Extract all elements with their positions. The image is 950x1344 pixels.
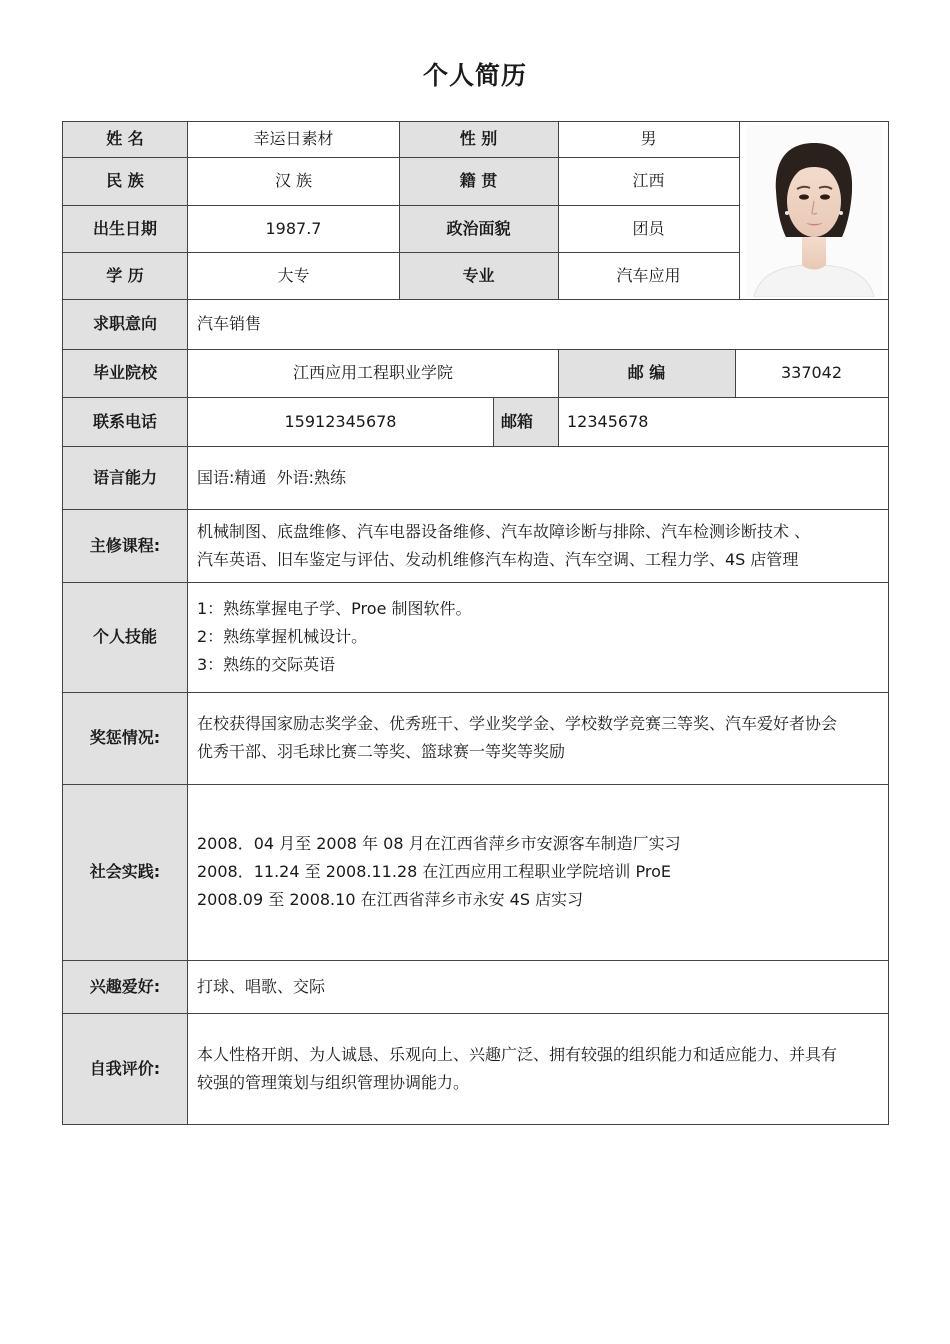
grid-line	[739, 121, 740, 299]
label-gender: 性 别	[399, 121, 558, 157]
label-political: 政治面貌	[399, 205, 558, 252]
value-phone: 15912345678	[188, 397, 493, 446]
value-email: 12345678	[558, 397, 888, 446]
grid-line	[493, 397, 494, 446]
grid-line	[558, 349, 559, 397]
self-eval-line: 较强的管理策划与组织管理协调能力。	[197, 1072, 470, 1092]
grid-line	[399, 121, 400, 299]
label-awards: 奖惩情况:	[62, 692, 188, 784]
value-awards	[188, 692, 888, 784]
profile-photo	[746, 125, 882, 297]
label-skills: 个人技能	[62, 582, 188, 692]
value-major: 汽车应用	[558, 252, 739, 299]
label-school: 毕业院校	[62, 349, 188, 397]
grid-line	[888, 121, 889, 1125]
value-hobbies: 打球、唱歌、交际	[188, 960, 888, 1013]
value-gender: 男	[558, 121, 739, 157]
courses-line: 机械制图、底盘维修、汽车电器设备维修、汽车故障诊断与排除、汽车检测诊断技术 、	[197, 521, 811, 541]
value-language: 国语:精通 外语:熟练	[188, 446, 888, 509]
practice-line: 2008．11.24 至 2008.11.28 在江西应用工程职业学院培训 ProE	[197, 862, 671, 881]
value-political: 团员	[558, 205, 739, 252]
value-education: 大专	[188, 252, 399, 299]
courses-line: 汽车英语、旧车鉴定与评估、发动机维修汽车构造、汽车空调、工程力学、4S 店管理	[197, 549, 799, 569]
skills-line: 3：熟练的交际英语	[197, 655, 336, 674]
label-education: 学 历	[62, 252, 188, 299]
grid-line	[558, 121, 559, 299]
value-native-place: 江西	[558, 157, 739, 205]
grid-line	[187, 121, 188, 1125]
label-phone: 联系电话	[62, 397, 188, 446]
label-postcode: 邮 编	[558, 349, 735, 397]
grid-line	[62, 252, 739, 253]
awards-line: 优秀干部、羽毛球比赛二等奖、篮球赛一等奖等奖励	[197, 742, 566, 761]
skills-line: 1：熟练掌握电子学、Proe 制图软件。	[197, 599, 472, 618]
grid-line	[62, 121, 63, 1125]
grid-line	[735, 349, 736, 397]
value-courses	[188, 509, 888, 582]
label-courses: 主修课程:	[62, 509, 188, 582]
label-native-place: 籍 贯	[399, 157, 558, 205]
label-name: 姓 名	[62, 121, 188, 157]
label-ethnicity: 民 族	[62, 157, 188, 205]
label-email: 邮箱	[493, 397, 558, 446]
portrait-icon	[746, 125, 882, 297]
label-self-eval: 自我评价:	[62, 1013, 188, 1124]
awards-line: 在校获得国家励志奖学金、优秀班干、学业奖学金、学校数学竞赛三等奖、汽车爱好者协会	[197, 714, 838, 733]
value-name: 幸运日素材	[188, 121, 399, 157]
label-major: 专业	[399, 252, 558, 299]
label-hobbies: 兴趣爱好:	[62, 960, 188, 1013]
value-practice	[188, 784, 888, 960]
skills-line: 2：熟练掌握机械设计。	[197, 627, 368, 646]
value-skills	[188, 582, 888, 692]
label-birth: 出生日期	[62, 205, 188, 252]
value-school: 江西应用工程职业学院	[188, 349, 558, 397]
page-title: 个人简历	[422, 61, 527, 90]
value-postcode: 337042	[735, 349, 888, 397]
practice-line: 2008.09 至 2008.10 在江西省萍乡市永安 4S 店实习	[197, 890, 584, 909]
self-eval-line: 本人性格开朗、为人诚恳、乐观向上、兴趣广泛、拥有较强的组织能力和适应能力、并具有	[197, 1044, 838, 1064]
label-job-intent: 求职意向	[62, 299, 188, 349]
grid-line	[62, 157, 739, 158]
value-birth: 1987.7	[188, 205, 399, 252]
practice-line: 2008．04 月至 2008 年 08 月在江西省萍乡市安源客车制造厂实习	[197, 834, 681, 853]
label-practice: 社会实践:	[62, 784, 188, 960]
value-self-eval	[188, 1013, 888, 1124]
value-ethnicity: 汉 族	[188, 157, 399, 205]
label-language: 语言能力	[62, 446, 188, 509]
value-job-intent: 汽车销售	[188, 299, 888, 349]
grid-line	[558, 397, 559, 446]
grid-line	[62, 205, 739, 206]
